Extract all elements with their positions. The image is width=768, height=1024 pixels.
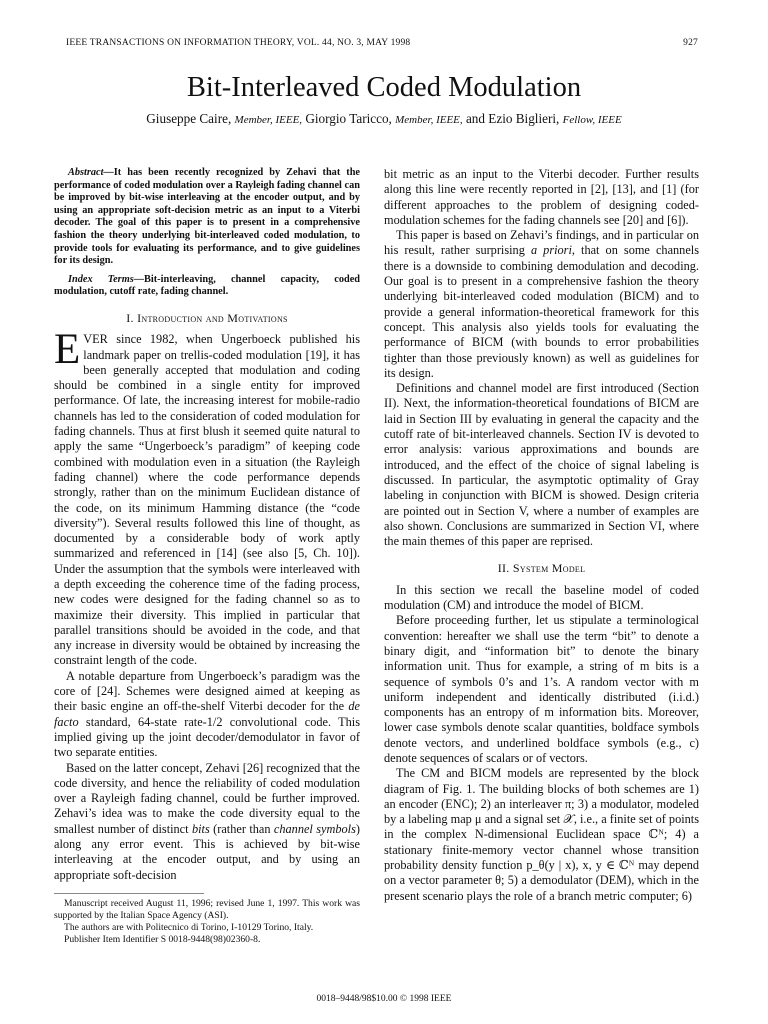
paper-title: Bit-Interleaved Coded Modulation	[186, 72, 582, 103]
index-terms-text: Bit-interleaving, channel capacity, coded modulation, cutoff rate, fading channel.	[54, 273, 360, 298]
paragraph-text: standard, 64-state rate-1/2 convolutional code. This implied giving up the joint decoder/demodulator in favor of two separate entities.	[54, 714, 360, 760]
footnotes	[54, 898, 360, 946]
paragraph	[54, 326, 360, 669]
italic-text: channel symbols	[273, 821, 356, 836]
paragraph-text: ) along any error event. This is achieved by bit-wise interleaving at the encoder output, and by using an appropriate soft-decision	[54, 821, 360, 882]
paragraph-text: , that on some channels there is a downside to combining demodulation and decoding. Our goal is to present in a comprehensive fashion the theory underlying bit-interleaved coded modulation (BICM) and to provide a general information-theoretical framework for this concept. This analysis also yields tools for evaluating the performance of BICM (with bounds to error probabilities tighter than those previously known) as well as guidelines for its design.	[384, 243, 699, 380]
paragraph-text: Based on the latter concept, Zehavi [26] recognized that the code diversity, and hence the reliability of coded modulation over a Rayleigh fading channel, could be further improved. Zehavi’s idea was to make the code diversity equal to the smallest number of distinct	[54, 760, 360, 836]
author-name: and Ezio Biglieri,	[465, 111, 560, 126]
paragraph: The CM and BICM models are represented by the block diagram of Fig. 1. The building blocks of both schemes are 1) an encoder (ENC); 2) an interleaver π; 3) a modulator, modeled by a labeling map μ and a signal set 𝒳, i.e., a finite set of points in the complex N-dimensional Euclidean space ℂᴺ; 4) a stationary finite-memory vector channel whose transition probability density function p_θ(y | x), x, y ∈ ℂᴺ may depend on a vector parameter θ; 5) a demodulator (DEM), which in the present scenario plays the role of a branch metric computer; 6)	[384, 766, 699, 903]
drop-cap: E	[54, 326, 81, 374]
paragraph-text: VER since 1982, when Ungerboeck published his landmark paper on trellis-coded modulation [19], it has been generally accepted that modulation and coding should be combined in a single entity for improved performance. Of late, the increasing interest for mobile-radio channels has led to the consideration of coded modulation for fading channels. Thus at first blush it seemed quite natural to apply the same “Ungerboeck’s paradigm” of keeping code combined with modulation even in a situation (the Rayleigh fading channel) where the code performance depends strongly, rather than on the minimum Euclidean distance of the code, on its minimum Hamming distance (the “code diversity”). Several results followed this line of thought, as documented by a considerable body of work aptly summarized and referenced in [14] (see also [5, Ch. 10]). Under the assumption that the symbols were interleaved with a depth exceeding the coherence time of the fading process, new codes were designed for the fading channel so as to maximize their diversity. This implied in particular that parallel transitions should be avoided in the code, and that any increase in diversity would be obtained by increasing the constraint length of the code.	[54, 332, 360, 668]
abstract	[54, 167, 360, 268]
paragraph-text: A notable departure from Ungerboeck’s paradigm was the core of [24]. Schemes were designed aimed at keeping as their basic engine an off-the-shelf Viterbi decoder for the	[54, 668, 360, 714]
author-role: Fellow, IEEE	[562, 114, 622, 126]
paragraph: Before proceeding further, let us stipulate a terminological convention: hereafter we shall use the term “bit” to denote a binary digit, and “information bit” to denote the binary information unit. Thus for example, a string of m bits is a sequence of symbols 0’s and 1’s. A random vector with m uniform independent and identically distributed (i.i.d.) components has an entropy of m information bits. Moreover, lower case symbols denote scalar quantities, boldface symbols denote vectors, and underlined boldface symbols (e.g., c) denote sequences of scalars or of vectors.	[384, 613, 699, 765]
author-role: Member, IEEE,	[395, 114, 463, 126]
paragraph: Definitions and channel model are first introduced (Section II). Next, the information-theoretical foundations of BICM are laid in Section III by evaluating in general the capacity and the cutoff rate of bit-interleaved channels. Section IV is devoted to error analysis: various approximations and bounds are introduced, and the effect of the choice of signal labeling is discussed. In particular, the asymptotic optimality of Gray labeling in conjunction with BICM is showed. Design criteria are pointed out in Section V, where a number of examples are also shown. Conclusions are summarized in Section VI, where the main themes of this paper are reprised.	[384, 381, 699, 549]
paragraph: bit metric as an input to the Viterbi decoder. Further results along this line were recently reported in [2], [13], and [1] (for different approaches to the problem of designing coded-modulation schemes for the fading channels see [20] and [6]).	[384, 167, 699, 227]
footnote: Manuscript received August 11, 1996; revised June 1, 1997. This work was supported by the Italian Space Agency (ASI).	[54, 897, 360, 921]
paragraph-text: This paper is based on Zehavi’s findings, and in particular on his result, rather surprising	[384, 228, 699, 258]
paragraph-text: (rather than	[209, 821, 274, 836]
footnote: Publisher Item Identifier S 0018-9448(98)02360-8.	[64, 933, 261, 945]
copyright-footer: 0018–9448/98$10.00 © 1998 IEEE	[316, 994, 452, 1004]
running-header	[66, 38, 698, 48]
index-terms	[54, 274, 360, 299]
italic-text: de facto	[54, 699, 360, 729]
left-column	[54, 167, 360, 946]
author-line	[0, 111, 768, 127]
section-heading: II. System Model	[497, 561, 586, 576]
right-column	[384, 167, 699, 904]
paragraph	[54, 761, 360, 883]
author-name: Giuseppe Caire,	[146, 111, 232, 126]
abstract-label: Abstract—	[68, 167, 114, 178]
author-role: Member, IEEE,	[234, 114, 303, 126]
paragraph	[384, 228, 699, 381]
section-heading: I. Introduction and Motivations	[126, 310, 288, 325]
footnote: The authors are with Politecnico di Torino, I-10129 Torino, Italy.	[64, 921, 314, 933]
italic-text: bits	[191, 821, 210, 836]
page-number: 927	[683, 38, 698, 48]
abstract-text: It has been recently recognized by Zehavi that the performance of coded modulation over a Rayleigh fading channel can be improved by bit-wise interleaving at the encoder output, and by using an appropriate soft-decision metric as an input to a Viterbi decoder. The goal of this paper is to present in a comprehensive fashion the theory underlying bit-interleaved coded modulation, to provide tools for evaluating its performance, and to give guidelines for its design.	[54, 167, 360, 267]
index-terms-label: Index Terms—	[68, 273, 145, 285]
author-name: Giorgio Taricco,	[305, 111, 392, 126]
journal-header: IEEE TRANSACTIONS ON INFORMATION THEORY, VOL. 44, NO. 3, MAY 1998	[66, 38, 411, 48]
italic-text: a priori	[530, 243, 572, 258]
paragraph: In this section we recall the baseline model of coded modulation (CM) and introduce the model of BICM.	[384, 582, 699, 613]
paragraph	[54, 669, 360, 761]
